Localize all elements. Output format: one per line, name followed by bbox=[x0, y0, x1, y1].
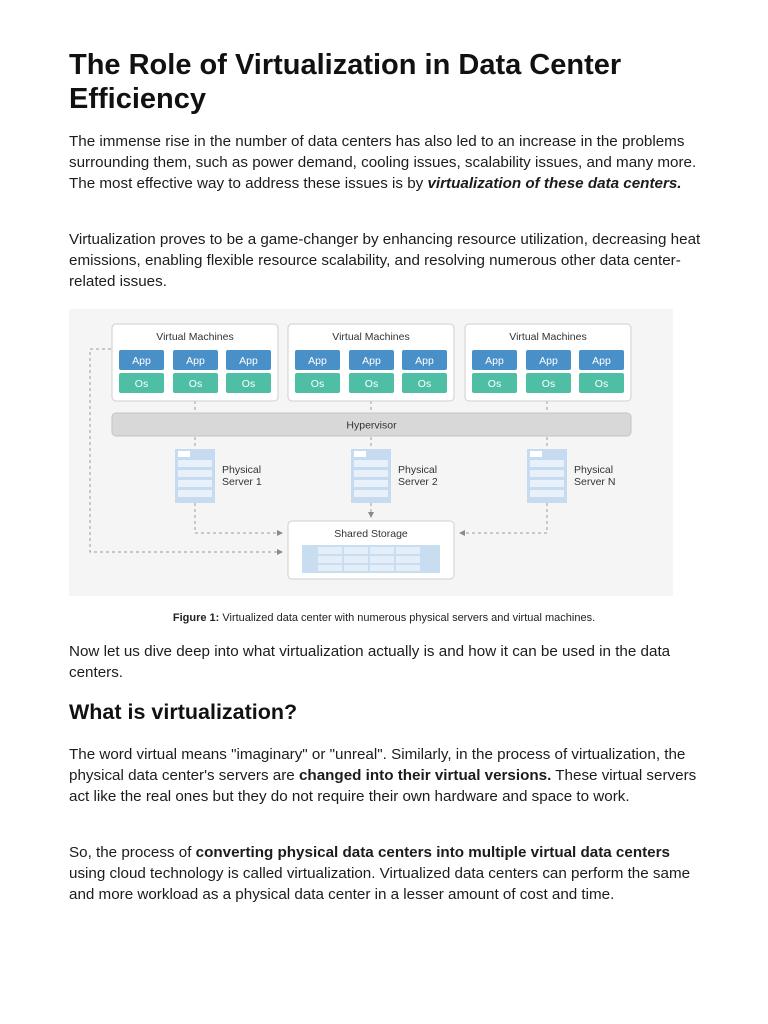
diagram-svg bbox=[69, 309, 673, 596]
vm-group-title: Virtual Machines bbox=[509, 331, 587, 343]
process-paragraph bbox=[69, 842, 701, 905]
app-label: App bbox=[415, 355, 434, 367]
vm-group-title: Virtual Machines bbox=[156, 331, 234, 343]
os-label: Os bbox=[310, 378, 325, 390]
app-label: App bbox=[132, 355, 151, 367]
os-label: Os bbox=[241, 378, 256, 390]
server-label-line1: Physical bbox=[574, 464, 614, 476]
physical-server-3 bbox=[527, 449, 615, 503]
shared-storage bbox=[288, 521, 454, 579]
vm-group-title: Virtual Machines bbox=[332, 331, 410, 343]
definition-text-end: These virtual servers act like the real ones but they do not require their own hardware and space to work. bbox=[69, 767, 697, 805]
server-label-line1: Physical bbox=[222, 464, 262, 476]
os-label: Os bbox=[134, 378, 149, 390]
os-label: Os bbox=[188, 378, 203, 390]
virtualization-diagram bbox=[69, 309, 673, 596]
app-label: App bbox=[539, 355, 558, 367]
caption-label: Figure 1: bbox=[172, 612, 220, 624]
vm-group-1 bbox=[112, 324, 278, 401]
app-label: App bbox=[362, 355, 381, 367]
os-label: Os bbox=[364, 378, 379, 390]
server-label-line1: Physical bbox=[398, 464, 438, 476]
definition-text-start: The word virtual means "imaginary" or "unreal". Similarly, in the process of virtualization, the physical data center's servers are bbox=[69, 746, 686, 784]
os-label: Os bbox=[417, 378, 432, 390]
definition-paragraph bbox=[69, 744, 701, 807]
hypervisor-label: Hypervisor bbox=[346, 419, 397, 432]
page-title: The Role of Virtualization in Data Center Efficiency bbox=[69, 49, 622, 115]
app-label: App bbox=[592, 355, 611, 367]
server3-storage-link bbox=[460, 503, 547, 533]
process-text-start: So, the process of bbox=[69, 844, 196, 861]
section-heading: What is virtualization? bbox=[69, 700, 298, 724]
intro-emphasis: virtualization of these data centers. bbox=[427, 175, 682, 192]
server-label-line2: Server N bbox=[574, 476, 616, 488]
app-label: App bbox=[239, 355, 258, 367]
os-label: Os bbox=[541, 378, 556, 390]
hypervisor-bar bbox=[112, 413, 631, 436]
intro-paragraph bbox=[69, 131, 701, 194]
process-text-end: using cloud technology is called virtualization. Virtualized data centers can perform the same and more workload as a physical data center in a lesser amount of cost and time. bbox=[69, 865, 691, 903]
server-label-line2: Server 2 bbox=[398, 476, 438, 488]
process-bold: converting physical data centers into multiple virtual data centers bbox=[195, 844, 670, 861]
physical-server-1 bbox=[175, 449, 262, 503]
storage-label: Shared Storage bbox=[334, 528, 408, 540]
app-label: App bbox=[186, 355, 205, 367]
transition-paragraph: Now let us dive deep into what virtualization actually is and how it can be used in the data centers. bbox=[69, 643, 671, 681]
figure-caption bbox=[69, 610, 699, 626]
physical-server-2 bbox=[351, 449, 438, 503]
server-label-line2: Server 1 bbox=[222, 476, 262, 488]
vm-group-2 bbox=[288, 324, 454, 401]
os-label: Os bbox=[594, 378, 609, 390]
benefits-paragraph: Virtualization proves to be a game-changer by enhancing resource utilization, decreasing heat emissions, enabling flexible resource scalability, and resolving numerous other data center-related issues. bbox=[69, 231, 701, 290]
os-label: Os bbox=[487, 378, 502, 390]
vm-group-3 bbox=[465, 324, 631, 401]
caption-text: Virtualized data center with numerous physical servers and virtual machines. bbox=[219, 612, 596, 624]
app-label: App bbox=[308, 355, 327, 367]
app-label: App bbox=[485, 355, 504, 367]
definition-bold: changed into their virtual versions. bbox=[298, 767, 552, 784]
server1-storage-link bbox=[195, 503, 282, 533]
intro-text: The immense rise in the number of data centers has also led to an increase in the problems surrounding them, such as power demand, cooling issues, scalability issues, and many more. The most effective way to address these issues is by bbox=[69, 133, 697, 192]
